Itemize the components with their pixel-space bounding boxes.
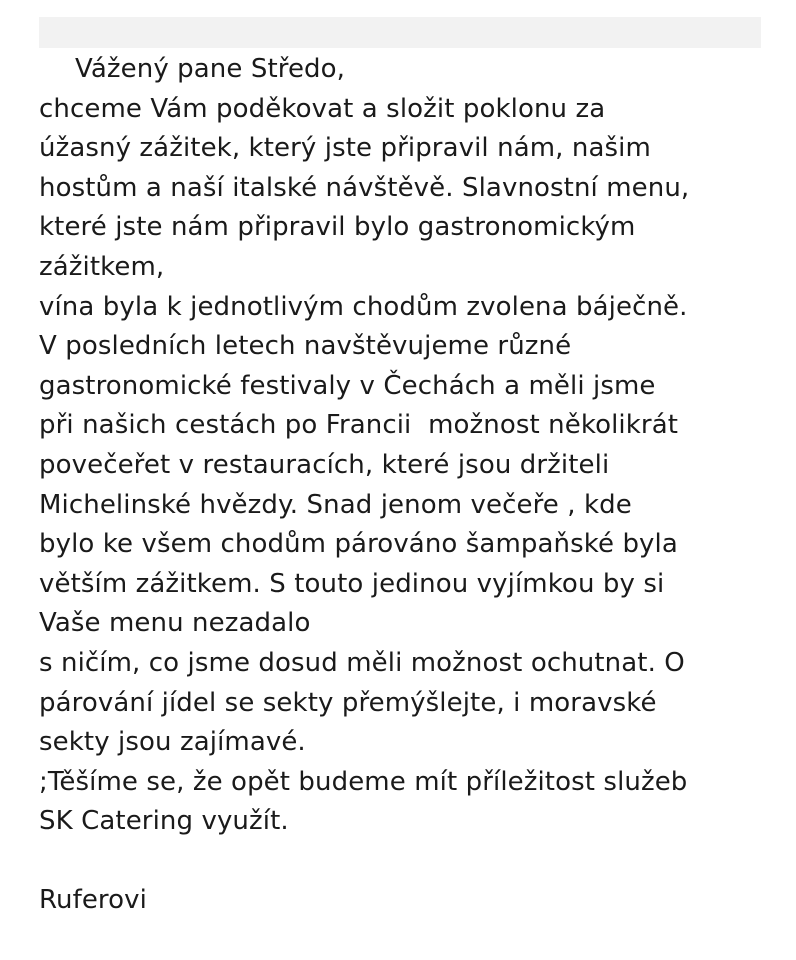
blank-line bbox=[39, 842, 779, 882]
message-line: SK Catering využít. bbox=[39, 806, 289, 837]
message-line: V posledních letech navštěvujeme různé bbox=[39, 331, 572, 362]
message-line: Michelinské hvězdy. Snad jenom večeře , kde bbox=[39, 489, 632, 520]
signature: Ruferovi bbox=[39, 885, 147, 916]
message-line: při našich cestách po Francii možnost několikrát bbox=[39, 410, 679, 441]
message-line: zážitkem, bbox=[39, 251, 165, 282]
message-line: hostům a naší italské návštěvě. Slavnostní menu, bbox=[39, 172, 690, 203]
message-line: větším zážitkem. S touto jedinou vyjímkou by si bbox=[39, 568, 665, 599]
message-line: chceme Vám poděkovat a složit poklonu za bbox=[39, 93, 606, 124]
message-line: vína byla k jednotlivým chodům zvolena báječně. bbox=[39, 291, 688, 322]
message-line: úžasný zážitek, který jste připravil nám, našim bbox=[39, 133, 651, 164]
message-line: párování jídel se sekty přemýšlejte, i moravské bbox=[39, 687, 657, 718]
message-line: Vaše menu nezadalo bbox=[39, 608, 311, 639]
message-line: ;Těšíme se, že opět budeme mít příležitost služeb bbox=[39, 766, 688, 797]
message-line: povečeřet v restauracích, které jsou držiteli bbox=[39, 449, 610, 480]
message-line: bylo ke všem chodům párováno šampaňské byla bbox=[39, 529, 678, 560]
message-line: sekty jsou zajímavé. bbox=[39, 727, 306, 758]
message-line: s ničím, co jsme dosud měli možnost ochutnat. O bbox=[39, 647, 685, 678]
message-line: gastronomické festivaly v Čechách a měli jsme bbox=[39, 370, 656, 401]
message-line: které jste nám připravil bylo gastronomickým bbox=[39, 212, 636, 243]
header-bar bbox=[39, 17, 761, 48]
message-body bbox=[39, 50, 779, 921]
greeting-line: Vážený pane Středo, bbox=[75, 54, 346, 84]
